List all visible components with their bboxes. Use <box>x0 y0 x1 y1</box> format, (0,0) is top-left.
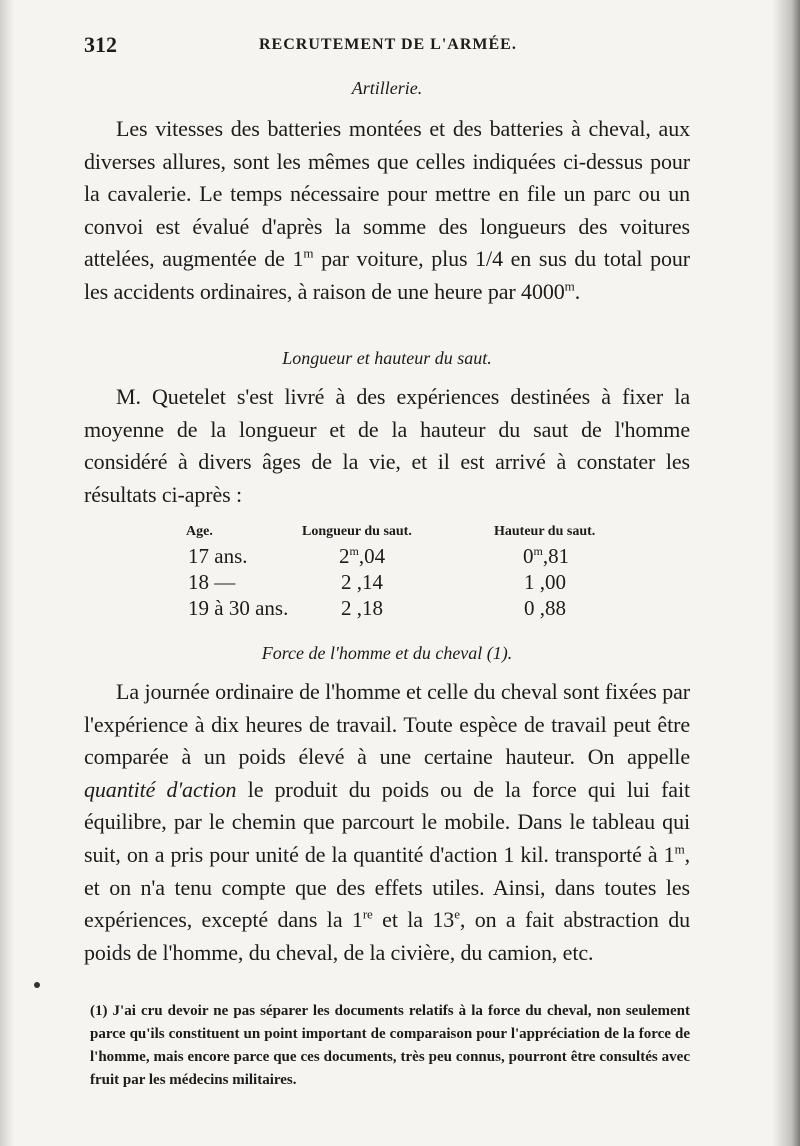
italic-term: quantité d'action <box>84 776 237 802</box>
paragraph-text: le produit du poids ou de la force qui lui fait équilibre, par le chemin que parcourt le mobile. Dans le tableau qui suit, on a pris pour unité de la quantité d'action 1 kil. transporté à 1 <box>84 776 690 867</box>
value-part: ,81 <box>542 544 570 568</box>
unit-superscript: m <box>533 544 543 558</box>
paragraph-text: La journée ordinaire de l'homme et celle du cheval sont fixées par l'expérience à dix heures de travail. Toute espèce de travail peut être comparée à un poids élevé à une certaine hauteur. On appelle <box>84 679 690 770</box>
table-cell-hauteur <box>524 570 566 595</box>
table-cell-age: 18 — <box>188 570 236 594</box>
page-number: 312 <box>84 32 117 57</box>
ordinal-superscript: e <box>454 906 460 922</box>
paragraph-text: et la 13 <box>372 907 455 933</box>
page-edge-shadow <box>772 0 800 1146</box>
paragraph-force <box>84 676 690 969</box>
footnote: (1) J'ai cru devoir ne pas séparer les documents relatifs à la force du cheval, non seulement parce qu'ils constituent un point important de comparaison pour l'appréciation de la force de l'homme, mais encore parce que ces documents, très peu connus, pourront être consultés avec fruit par les médecins militaires. <box>90 1003 690 1088</box>
unit-superscript: m <box>349 544 359 558</box>
paragraph-text: , on a fait abstraction du poids de l'homme, du cheval, de la civière, du camion, etc. <box>84 907 691 965</box>
value-part: 2 <box>339 544 350 568</box>
paragraph-text: par voiture, plus 1/4 en sus du total pour les accidents ordinaires, à raison de une heure par 4000 <box>84 246 690 304</box>
table-cell-longueur <box>341 570 383 595</box>
table-cell-longueur <box>339 544 385 569</box>
table-header-age: Age. <box>186 524 213 539</box>
paragraph-artillerie <box>84 113 690 309</box>
unit-superscript: m <box>564 278 575 294</box>
table-cell-age: 17 ans. <box>188 544 248 568</box>
table-cell-hauteur <box>523 544 569 569</box>
page-gutter-shadow <box>0 0 14 1146</box>
unit-superscript: m <box>674 841 685 857</box>
unit-superscript: m <box>303 246 314 262</box>
section-title-artillerie: Artillerie. <box>351 78 423 98</box>
section-title-force: Force de l'homme et du cheval (1). <box>261 643 513 663</box>
table-header-hauteur: Hauteur du saut. <box>494 524 596 539</box>
paragraph-text: . <box>574 278 581 304</box>
value-part: 2 <box>341 570 352 594</box>
section-title-saut: Longueur et hauteur du saut. <box>282 348 492 368</box>
jump-table <box>84 518 690 628</box>
value-part: ,00 <box>534 570 566 594</box>
table-header-longueur: Longueur du saut. <box>302 524 412 539</box>
paragraph-text: , et on n'a tenu compte que des effets utiles. Ainsi, dans toutes les expériences, excepté dans la 1 <box>84 841 690 933</box>
margin-mark <box>34 982 40 988</box>
table-cell-longueur <box>341 596 383 621</box>
value-part: ,04 <box>358 544 386 568</box>
table-cell-hauteur <box>524 596 566 621</box>
value-part: 0 <box>524 596 535 620</box>
paragraph-text: Les vitesses des batteries montées et des batteries à cheval, aux diverses allures, sont les mêmes que celles indiquées ci-dessus pour la cavalerie. Le temps nécessaire pour mettre en file un parc ou un convoi est évalué d'après la somme des longueurs des voitures attelées, augmentée de 1 <box>84 116 690 272</box>
paragraph-saut: M. Quetelet s'est livré à des expériences destinées à fixer la moyenne de la longueur et de la hauteur du saut de l'homme considéré à divers âges de la vie, et il est arrivé à constater les résultats ci-après : <box>84 384 690 507</box>
value-part: 1 <box>524 570 535 594</box>
page-header <box>84 28 694 62</box>
value-part: 0 <box>523 544 534 568</box>
table-cell-age: 19 à 30 ans. <box>188 596 289 620</box>
value-part: ,18 <box>351 596 383 620</box>
value-part: 2 <box>341 596 352 620</box>
running-title: RECRUTEMENT DE L'ARMÉE. <box>259 36 517 53</box>
value-part: ,88 <box>534 596 566 620</box>
ordinal-superscript: re <box>362 906 373 922</box>
value-part: ,14 <box>351 570 383 594</box>
